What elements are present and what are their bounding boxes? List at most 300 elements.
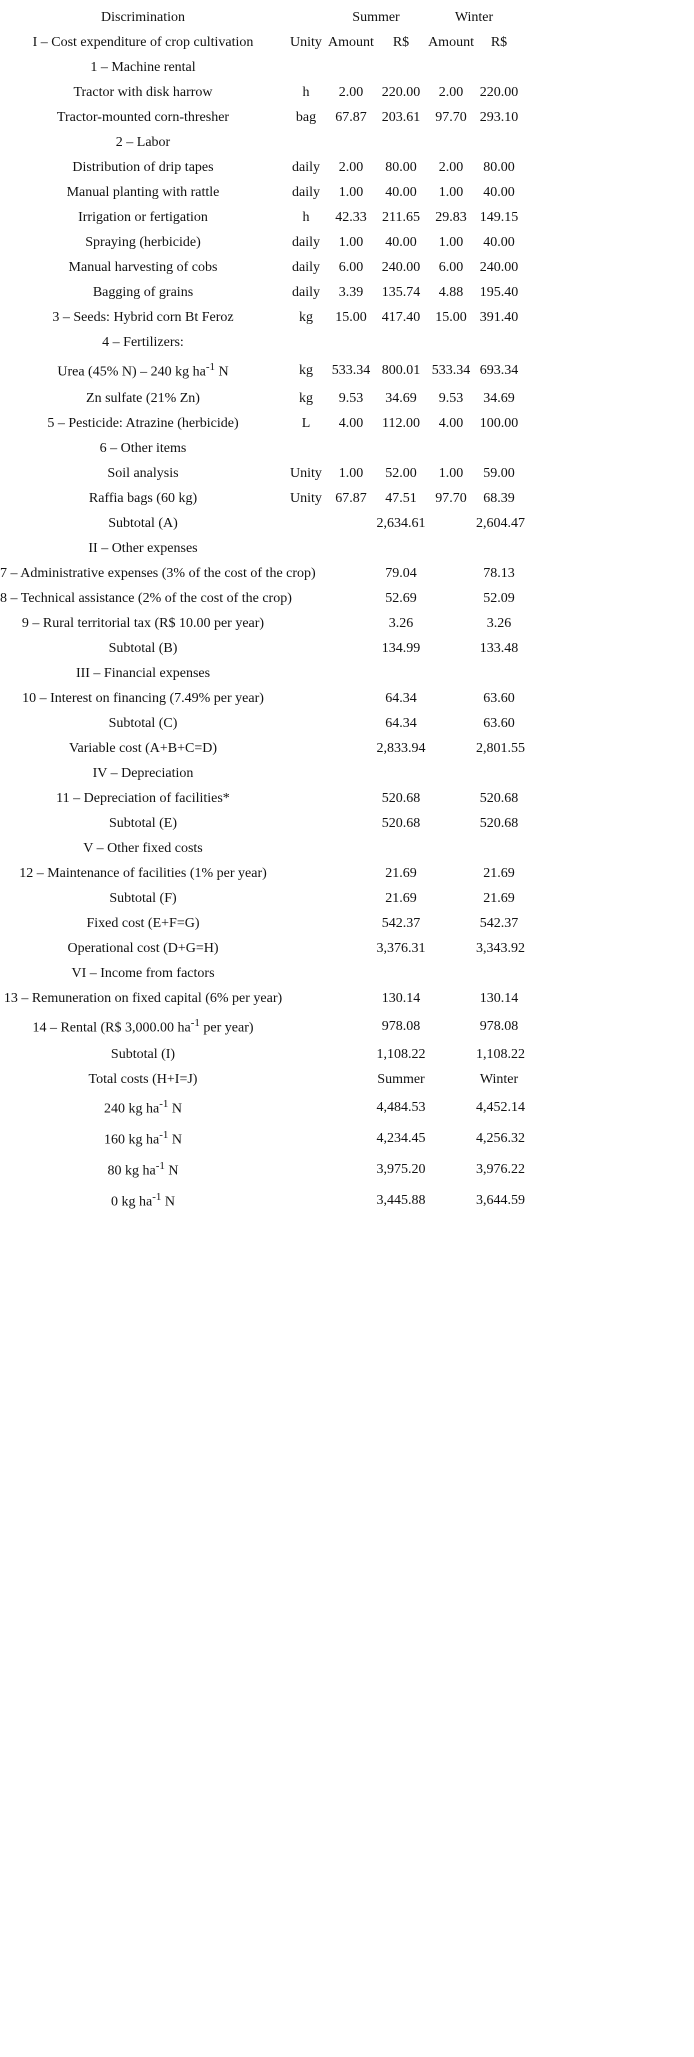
description-text: 6 – Other items [99, 440, 187, 456]
winter-value-cell: 78.13 [483, 565, 515, 581]
description-text: Subtotal (B) [108, 640, 178, 656]
description-cell [0, 461, 286, 486]
summer-value-cell [376, 330, 426, 355]
winter-value-cell: 40.00 [483, 184, 515, 200]
winter-value-cell: Winter [479, 1071, 519, 1087]
winter-amount-cell: 4.88 [438, 284, 464, 300]
table-row [0, 1185, 522, 1216]
table-row [0, 786, 522, 811]
winter-value-cell [476, 330, 522, 355]
winter-value-cell [476, 536, 522, 561]
summer-amount-cell: 4.00 [338, 415, 364, 431]
summer-amount-cell [326, 1092, 376, 1123]
description-cell [0, 1123, 286, 1154]
winter-value-cell: 2,604.47 [476, 515, 526, 531]
exponent: -1 [190, 1016, 200, 1029]
summer-amount-cell [326, 330, 376, 355]
table-row [0, 305, 522, 330]
summer-amount-cell: 2.00 [338, 159, 364, 175]
summer-amount-cell [326, 936, 376, 961]
description-cell [0, 586, 292, 611]
summer-value-cell: 520.68 [381, 790, 421, 806]
winter-value-cell [476, 836, 522, 861]
summer-amount-cell: Amount [328, 34, 374, 50]
unit-cell [286, 986, 326, 1011]
summer-amount-cell: 15.00 [335, 309, 367, 325]
winter-amount-cell [426, 330, 476, 355]
summer-amount-cell: 9.53 [338, 390, 364, 406]
winter-value-cell: 130.14 [479, 990, 519, 1006]
exponent: -1 [159, 1097, 169, 1110]
summer-value-cell: 80.00 [385, 159, 417, 175]
table-row [0, 736, 522, 761]
unit-cell [286, 911, 326, 936]
table-row [0, 961, 522, 986]
description-cell [0, 986, 286, 1011]
description-text: 14 – Rental (R$ 3,000.00 ha [32, 1020, 191, 1036]
description-cell [0, 180, 286, 205]
table-row [0, 1154, 522, 1185]
unit-cell: Unity [290, 465, 322, 481]
winter-value-cell: 542.37 [479, 915, 519, 931]
exponent: -1 [155, 1159, 165, 1172]
winter-amount-cell [426, 761, 476, 786]
summer-value-cell: 21.69 [385, 890, 417, 906]
summer-value-cell: 130.14 [381, 990, 421, 1006]
winter-amount-cell [426, 436, 476, 461]
description-text: Distribution of drip tapes [72, 159, 214, 175]
summer-amount-cell [326, 961, 376, 986]
unit-cell: kg [299, 362, 313, 378]
winter-amount-cell [426, 736, 476, 761]
summer-value-cell [376, 536, 426, 561]
unit-cell: L [301, 415, 311, 431]
winter-value-cell [476, 761, 522, 786]
unit-cell: daily [292, 159, 320, 175]
winter-amount-cell [426, 711, 476, 736]
description-text: 1 – Machine rental [90, 59, 196, 75]
winter-value-cell: 4,256.32 [476, 1130, 526, 1146]
description-text: 3 – Seeds: Hybrid corn Bt Feroz [52, 309, 234, 325]
description-text: Manual planting with rattle [66, 184, 220, 200]
summer-amount-cell: 67.87 [335, 490, 367, 506]
winter-value-cell: 520.68 [479, 815, 519, 831]
description-suffix: N [168, 1132, 182, 1148]
summer-value-cell: 52.00 [385, 465, 417, 481]
table-row [0, 386, 522, 411]
winter-amount-cell [426, 536, 476, 561]
summer-amount-cell [326, 986, 376, 1011]
summer-amount-cell: 533.34 [331, 362, 371, 378]
description-cell [0, 1042, 286, 1067]
table-row [0, 180, 522, 205]
description-cell [0, 1154, 286, 1185]
table-row [0, 280, 522, 305]
summer-value-cell [376, 961, 426, 986]
description-cell [0, 611, 286, 636]
description-cell [0, 230, 286, 255]
summer-value-cell: 417.40 [381, 309, 421, 325]
winter-value-cell: 63.60 [483, 690, 515, 706]
description-text: Operational cost (D+G=H) [67, 940, 219, 956]
description-text: Zn sulfate (21% Zn) [86, 390, 200, 406]
winter-value-cell: 52.09 [483, 590, 515, 606]
description-text: VI – Income from factors [71, 965, 215, 981]
description-text: Spraying (herbicide) [85, 234, 201, 250]
summer-amount-cell: 2.00 [338, 84, 364, 100]
description-text: Bagging of grains [92, 284, 194, 300]
description-text: 7 – Administrative expenses (3% of the cost of the crop) [0, 565, 316, 581]
description-text: 80 kg ha [107, 1163, 156, 1179]
summer-value-cell: 112.00 [382, 415, 420, 431]
winter-amount-cell: 2.00 [438, 159, 464, 175]
unit-cell: kg [299, 390, 313, 406]
description-cell [0, 661, 286, 686]
unit-cell [286, 936, 326, 961]
winter-amount-cell [426, 1123, 476, 1154]
winter-value-cell: 80.00 [483, 159, 515, 175]
winter-value-cell: 240.00 [479, 259, 519, 275]
summer-value-cell [376, 436, 426, 461]
table-row [0, 230, 522, 255]
winter-value-cell: 68.39 [483, 490, 515, 506]
table-row [0, 636, 522, 661]
table-row [0, 561, 522, 586]
description-text: Tractor with disk harrow [73, 84, 213, 100]
description-cell [0, 561, 316, 586]
summer-value-cell: 978.08 [381, 1018, 421, 1034]
summer-amount-cell: 1.00 [338, 234, 364, 250]
unit-cell: daily [292, 259, 320, 275]
summer-amount-cell [326, 130, 376, 155]
table-row [0, 1067, 522, 1092]
unit-cell [286, 736, 326, 761]
summer-value-cell: 79.04 [385, 565, 417, 581]
summer-value-cell: Summer [377, 1071, 425, 1087]
description-text: I – Cost expenditure of crop cultivation [32, 34, 254, 50]
summer-value-cell: 3,445.88 [376, 1192, 426, 1208]
table-row [0, 1092, 522, 1123]
summer-amount-cell [326, 1185, 376, 1216]
description-cell [0, 280, 286, 305]
unit-cell [286, 836, 326, 861]
description-cell [0, 761, 286, 786]
winter-value-cell: 3,343.92 [476, 940, 526, 956]
table-row [0, 1011, 522, 1042]
description-cell [0, 436, 286, 461]
winter-amount-cell [426, 986, 476, 1011]
summer-value-cell: 220.00 [381, 84, 421, 100]
description-text: 8 – Technical assistance (2% of the cost of the crop) [0, 590, 292, 606]
summer-value-cell [376, 836, 426, 861]
description-text: Urea (45% N) – 240 kg ha [57, 364, 206, 380]
description-text: 9 – Rural territorial tax (R$ 10.00 per year) [21, 615, 265, 631]
summer-amount-cell [326, 886, 376, 911]
description-suffix: per year) [199, 1020, 254, 1036]
winter-amount-cell [426, 811, 476, 836]
winter-value-cell: 693.34 [479, 362, 519, 378]
winter-value-cell: 2,801.55 [476, 740, 526, 756]
winter-amount-cell [426, 1092, 476, 1123]
description-cell [0, 105, 286, 130]
description-cell [0, 686, 286, 711]
description-text: Subtotal (I) [110, 1046, 176, 1062]
description-cell [0, 486, 286, 511]
winter-value-cell: 133.48 [479, 640, 519, 656]
summer-amount-cell [326, 561, 376, 586]
unit-cell: Unity [290, 34, 322, 50]
table-row [0, 611, 522, 636]
unit-cell [286, 436, 326, 461]
unit-cell [286, 1154, 326, 1185]
winter-amount-cell [426, 561, 476, 586]
header-row [0, 5, 522, 30]
winter-amount-cell [426, 511, 476, 536]
unit-cell [286, 811, 326, 836]
description-text: Subtotal (A) [108, 515, 178, 531]
description-cell [0, 811, 286, 836]
summer-value-cell: 21.69 [385, 865, 417, 881]
table-row [0, 105, 522, 130]
summer-amount-cell [326, 436, 376, 461]
summer-value-cell: 1,108.22 [376, 1046, 426, 1062]
summer-amount-cell [326, 611, 376, 636]
winter-value-cell: 40.00 [483, 234, 515, 250]
description-text: 160 kg ha [103, 1132, 160, 1148]
table-row [0, 80, 522, 105]
unit-cell: daily [292, 184, 320, 200]
winter-amount-cell [426, 911, 476, 936]
unit-cell [286, 1092, 326, 1123]
description-text: 2 – Labor [115, 134, 171, 150]
winter-value-cell: 195.40 [479, 284, 519, 300]
summer-amount-cell [326, 536, 376, 561]
description-cell [0, 155, 286, 180]
unit-cell [286, 661, 326, 686]
table-row [0, 486, 522, 511]
winter-amount-cell [426, 861, 476, 886]
table-row [0, 461, 522, 486]
table-body [0, 30, 526, 1216]
summer-value-cell: 2,634.61 [376, 515, 426, 531]
summer-value-cell: 211.65 [382, 209, 420, 225]
winter-value-cell: 4,452.14 [476, 1099, 526, 1115]
winter-amount-cell: 1.00 [438, 465, 464, 481]
summer-value-cell: 64.34 [385, 715, 417, 731]
exponent: -1 [205, 360, 216, 373]
summer-value-cell [376, 130, 426, 155]
unit-cell [286, 761, 326, 786]
header-winter: Winter [454, 9, 494, 25]
unit-cell: daily [292, 234, 320, 250]
winter-value-cell: 1,108.22 [476, 1046, 526, 1062]
winter-value-cell: R$ [490, 34, 508, 50]
description-text: Soil analysis [107, 465, 179, 481]
unit-cell [286, 511, 326, 536]
description-text: 12 – Maintenance of facilities (1% per year) [19, 865, 267, 881]
winter-value-cell: 978.08 [479, 1018, 519, 1034]
description-text: Total costs (H+I=J) [88, 1071, 198, 1087]
winter-amount-cell [426, 1011, 476, 1042]
unit-cell [286, 1042, 326, 1067]
description-text: 4 – Fertilizers: [102, 334, 184, 350]
unit-cell [286, 1011, 326, 1042]
winter-value-cell: 220.00 [479, 84, 519, 100]
summer-amount-cell: 3.39 [338, 284, 364, 300]
unit-cell [286, 55, 326, 80]
table-row [0, 411, 522, 436]
winter-amount-cell [426, 1042, 476, 1067]
description-cell [0, 836, 286, 861]
summer-value-cell: 40.00 [385, 184, 417, 200]
description-text: Tractor-mounted corn-thresher [56, 109, 230, 125]
unit-cell [286, 636, 326, 661]
unit-cell [286, 1185, 326, 1216]
unit-cell [286, 130, 326, 155]
summer-value-cell: 3,376.31 [376, 940, 426, 956]
table-row [0, 711, 522, 736]
summer-amount-cell [326, 55, 376, 80]
description-text: 10 – Interest on financing (7.49% per year) [22, 690, 264, 706]
description-cell [0, 1067, 286, 1092]
table-row [0, 355, 522, 386]
description-text: 13 – Remuneration on fixed capital (6% per year) [3, 990, 283, 1006]
summer-amount-cell [326, 1123, 376, 1154]
table-row [0, 761, 522, 786]
summer-value-cell: 3.26 [388, 615, 414, 631]
description-suffix: N [168, 1101, 182, 1117]
unit-cell [286, 961, 326, 986]
description-cell [0, 786, 286, 811]
summer-value-cell: 47.51 [385, 490, 417, 506]
winter-amount-cell [426, 686, 476, 711]
summer-amount-cell: 1.00 [338, 184, 364, 200]
summer-value-cell: 4,234.45 [376, 1130, 426, 1146]
winter-value-cell: 21.69 [483, 865, 515, 881]
summer-amount-cell: 1.00 [338, 465, 364, 481]
description-text: Subtotal (F) [109, 890, 177, 906]
summer-amount-cell [326, 1042, 376, 1067]
winter-amount-cell [426, 936, 476, 961]
table-row [0, 130, 522, 155]
description-suffix: N [161, 1194, 175, 1210]
summer-value-cell: 800.01 [381, 362, 421, 378]
description-cell [0, 961, 286, 986]
summer-amount-cell [326, 736, 376, 761]
description-cell [0, 711, 286, 736]
description-text: Manual harvesting of cobs [68, 259, 218, 275]
summer-value-cell: 34.69 [385, 390, 417, 406]
table-row [0, 661, 522, 686]
description-text: Subtotal (C) [108, 715, 178, 731]
table-row [0, 330, 522, 355]
description-cell [0, 911, 286, 936]
header-discrimination: Discrimination [101, 9, 185, 25]
description-text: Raffia bags (60 kg) [88, 490, 198, 506]
winter-amount-cell: Amount [428, 34, 474, 50]
summer-value-cell: 52.69 [385, 590, 417, 606]
summer-amount-cell [326, 811, 376, 836]
description-cell [0, 255, 286, 280]
description-text: Fixed cost (E+F=G) [86, 915, 200, 931]
winter-amount-cell: 533.34 [431, 362, 471, 378]
description-text: 0 kg ha [110, 1194, 153, 1210]
winter-amount-cell [426, 1067, 476, 1092]
description-suffix: N [215, 364, 229, 380]
summer-amount-cell [326, 1154, 376, 1185]
winter-value-cell: 520.68 [479, 790, 519, 806]
summer-value-cell [376, 661, 426, 686]
winter-amount-cell [426, 886, 476, 911]
summer-value-cell [376, 55, 426, 80]
winter-amount-cell: 29.83 [435, 209, 467, 225]
summer-value-cell: 4,484.53 [376, 1099, 426, 1115]
winter-value-cell [476, 130, 522, 155]
description-cell [0, 330, 286, 355]
unit-cell: h [302, 209, 310, 225]
summer-value-cell [376, 761, 426, 786]
table-row [0, 30, 522, 55]
unit-cell [286, 1123, 326, 1154]
summer-amount-cell [326, 1011, 376, 1042]
winter-amount-cell [426, 1154, 476, 1185]
description-cell [0, 886, 286, 911]
unit-cell: daily [292, 284, 320, 300]
winter-amount-cell [426, 836, 476, 861]
description-cell [0, 30, 286, 55]
winter-value-cell [476, 436, 522, 461]
winter-value-cell: 21.69 [483, 890, 515, 906]
table-row [0, 511, 522, 536]
description-cell [0, 130, 286, 155]
summer-value-cell: 135.74 [381, 284, 421, 300]
summer-amount-cell [326, 686, 376, 711]
exponent: -1 [159, 1128, 169, 1141]
unit-cell [286, 330, 326, 355]
winter-value-cell: 100.00 [479, 415, 519, 431]
description-text: Irrigation or fertigation [78, 209, 208, 225]
unit-cell [286, 861, 326, 886]
winter-value-cell: 293.10 [479, 109, 519, 125]
unit-cell: bag [295, 109, 317, 125]
table-row [0, 886, 522, 911]
winter-amount-cell [426, 55, 476, 80]
table-row [0, 1042, 522, 1067]
winter-amount-cell: 1.00 [438, 184, 464, 200]
unit-cell [286, 611, 326, 636]
table-row [0, 586, 522, 611]
winter-amount-cell [426, 786, 476, 811]
winter-amount-cell: 15.00 [435, 309, 467, 325]
summer-amount-cell [326, 636, 376, 661]
table-row [0, 911, 522, 936]
winter-amount-cell [426, 586, 476, 611]
winter-amount-cell [426, 611, 476, 636]
unit-cell [286, 586, 326, 611]
table-row [0, 986, 522, 1011]
description-suffix: N [164, 1163, 179, 1179]
description-cell [0, 861, 286, 886]
description-text: IV – Depreciation [92, 765, 194, 781]
description-cell [0, 55, 286, 80]
summer-value-cell: 134.99 [381, 640, 421, 656]
winter-amount-cell: 4.00 [438, 415, 464, 431]
summer-value-cell: 64.34 [385, 690, 417, 706]
description-cell [0, 386, 286, 411]
summer-amount-cell [326, 1067, 376, 1092]
winter-amount-cell [426, 661, 476, 686]
winter-amount-cell [426, 636, 476, 661]
